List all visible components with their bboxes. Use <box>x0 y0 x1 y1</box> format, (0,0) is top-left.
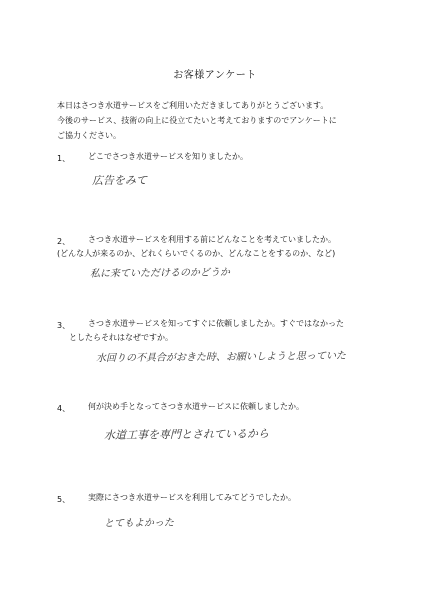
intro-line: ご協力ください。 <box>57 131 121 140</box>
question-5-number: 5、 <box>57 495 71 504</box>
question-4-text <box>88 400 304 414</box>
question-3-number: 3、 <box>57 321 71 330</box>
question-line: 実際にさつき水道サービスを利用してみてどうでしたか。 <box>88 493 296 502</box>
intro-line: 今後のサービス、技術の向上に役立てたいと考えておりますのでアンケートに <box>57 116 337 125</box>
answer-3: 水回りの不具合がおきた時、お願いしようと思っていた <box>95 350 347 365</box>
question-1-text <box>88 150 248 164</box>
answer-2: 私に来ていただけるのかどうか <box>89 267 231 280</box>
question-3-text <box>69 317 344 345</box>
question-1-number: 1、 <box>57 154 71 163</box>
question-line: どこでさつき水道サービスを知りましたか。 <box>88 152 248 161</box>
question-line: さつき水道サービスを利用する前にどんなことを考えていましたか。 <box>88 235 336 244</box>
question-2-text <box>57 233 336 261</box>
answer-1: 広告をみて <box>91 173 148 188</box>
question-line: 何が決め手となってさつき水道サービスに依頼しましたか。 <box>88 402 304 411</box>
intro-text <box>57 98 387 143</box>
intro-line: 本日はさつき水道サービスをご利用いただきましてありがとうございます。 <box>57 101 329 110</box>
question-4-number: 4、 <box>57 404 71 413</box>
answer-5: とてもよかった <box>103 517 175 530</box>
question-2-number: 2、 <box>57 237 71 246</box>
question-line: (どんな人が来るのか、どれくらいでくるのか、どんなことをするのか、など) <box>57 249 336 258</box>
question-5-text <box>88 491 296 505</box>
question-line: としたらそれはなぜですか。 <box>69 333 173 342</box>
page-title: お客様アンケート <box>173 70 257 81</box>
question-line: さつき水道サービスを知ってすぐに依頼しましたか。すぐではなかった <box>88 319 344 328</box>
answer-4: 水道工事を専門とされているから <box>103 427 270 442</box>
